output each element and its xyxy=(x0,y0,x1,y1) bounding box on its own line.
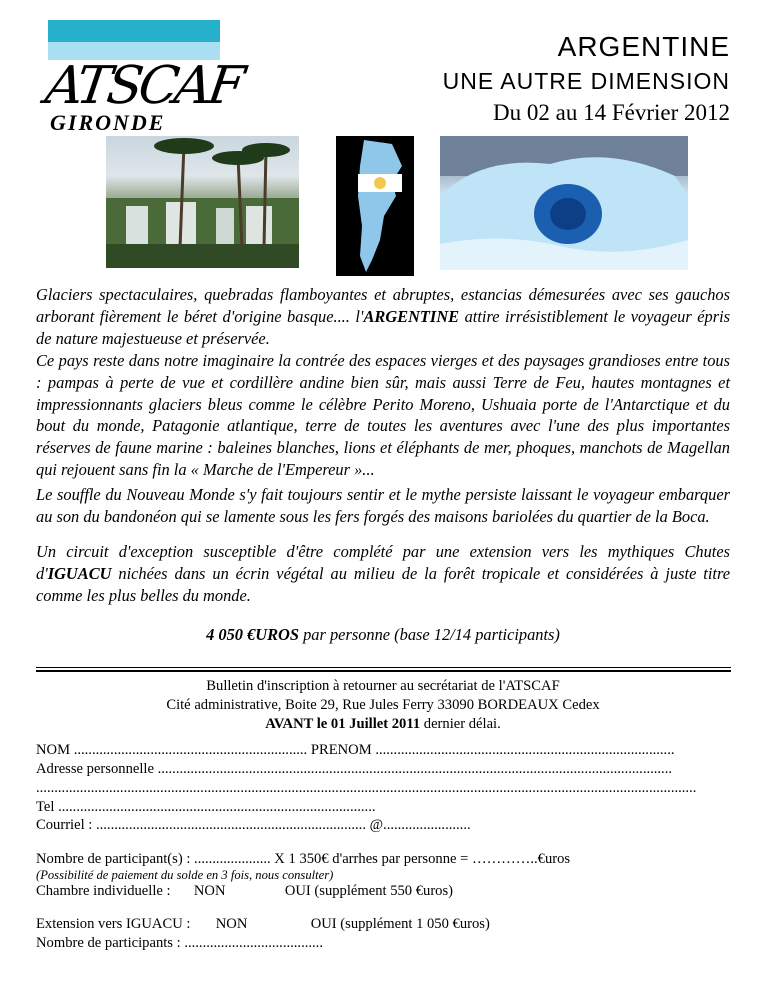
adresse-field[interactable]: Adresse personnelle ............................................................................................................................................. xyxy=(36,761,673,777)
participants-deposit-field[interactable]: Nombre de participant(s) : ..................... X 1 350€ d'arrhes par personne = …………..€uros xyxy=(36,851,571,867)
extension-oui-option[interactable]: OUI (supplément 1 050 €uros) xyxy=(310,916,490,932)
extension-row xyxy=(36,915,730,934)
bulletin-line-1: Bulletin d'inscription à retourner au secrétariat de l'ATSCAF xyxy=(206,678,560,694)
divider-thin xyxy=(36,667,731,668)
page-title: ARGENTINE xyxy=(557,31,730,62)
glacier-ice-photo xyxy=(440,136,688,270)
divider-thick xyxy=(36,670,731,672)
culture-paragraph: Le souffle du Nouveau Monde s'y fait toujours sentir et le mythe persiste laissant le voyageur embarquer au son du bandonéon qui se lamente sous les fers forgés des maisons bariolées du quartier de la Boca. xyxy=(36,485,730,526)
chambre-individuelle-row xyxy=(36,882,730,901)
waterfall-palms-photo xyxy=(106,136,299,268)
country-paragraph: Ce pays reste dans notre imaginaire la contrée des espaces vierges et des paysages grandioses entre tous : pampas à perte de vue et cordillère andine bien sûr, mais aussi Terre de Feu, hautes montagnes et impressionnants glaciers bleus comme le célèbre Perito Moreno, Ushuaia porte de l'Antarctique et du bout du monde, Patagonie atlantique, terre de toutes les aventures avec l'une des plus importantes réserves de faune marine : baleines blanches, lions et éléphants de mer, phoques, manchots de Magellan qui rejouent sans fin la « Marche de l'Empereur »... xyxy=(36,351,730,479)
logo-subtitle: GIRONDE xyxy=(50,110,166,135)
adresse-continuation-field[interactable]: ..................................................................................................................................................................................... xyxy=(36,780,697,796)
trip-dates: Du 02 au 14 Février 2012 xyxy=(493,100,730,125)
extension-label: Extension vers IGUACU : xyxy=(36,916,191,932)
page-subtitle: UNE AUTRE DIMENSION xyxy=(442,68,730,94)
tel-field[interactable]: Tel ....................................................................................... xyxy=(36,799,376,815)
bulletin-deadline: AVANT le 01 Juillet 2011 dernier délai. xyxy=(265,716,501,732)
price-line: 4 050 €UROS par personne (base 12/14 participants) xyxy=(206,625,560,644)
extension-non-option[interactable]: NON xyxy=(215,916,248,932)
logo-wordmark: ATSCAF xyxy=(41,56,245,116)
payment-note: (Possibilité de paiement du solde en 3 fois, nous consulter) xyxy=(36,868,334,882)
courriel-field[interactable]: Courriel : .......................................................................... @........................ xyxy=(36,817,471,833)
chambre-label: Chambre individuelle : xyxy=(36,883,171,899)
extension-paragraph: Un circuit d'exception susceptible d'être complété par une extension vers les mythiques Chutes d'IGUACU nichées dans un écrin végétal au milieu de la forêt tropicale et considérées à juste titre comme les plus belles du monde. xyxy=(36,542,730,605)
chambre-non-option[interactable]: NON xyxy=(193,883,226,899)
bulletin-address: Cité administrative, Boite 29, Rue Jules Ferry 33090 BORDEAUX Cedex xyxy=(166,697,600,713)
chambre-oui-option[interactable]: OUI (supplément 550 €uros) xyxy=(284,883,454,899)
nombre-participants-field[interactable]: Nombre de participants : ...................................... xyxy=(36,935,323,951)
logo-band-top xyxy=(48,20,220,42)
intro-paragraph: Glaciers spectaculaires, quebradas flamboyantes et abruptes, estancias démesurées avec ses gauchos arborant fièrement le béret d'origine basque.... l'ARGENTINE attire irrésistiblement le voyageur épris de nature majestueuse et préservée. xyxy=(36,285,731,348)
nom-prenom-field[interactable]: NOM ................................................................ PRENOM .................................................................................. xyxy=(36,742,675,758)
argentina-map-photo xyxy=(336,136,414,276)
